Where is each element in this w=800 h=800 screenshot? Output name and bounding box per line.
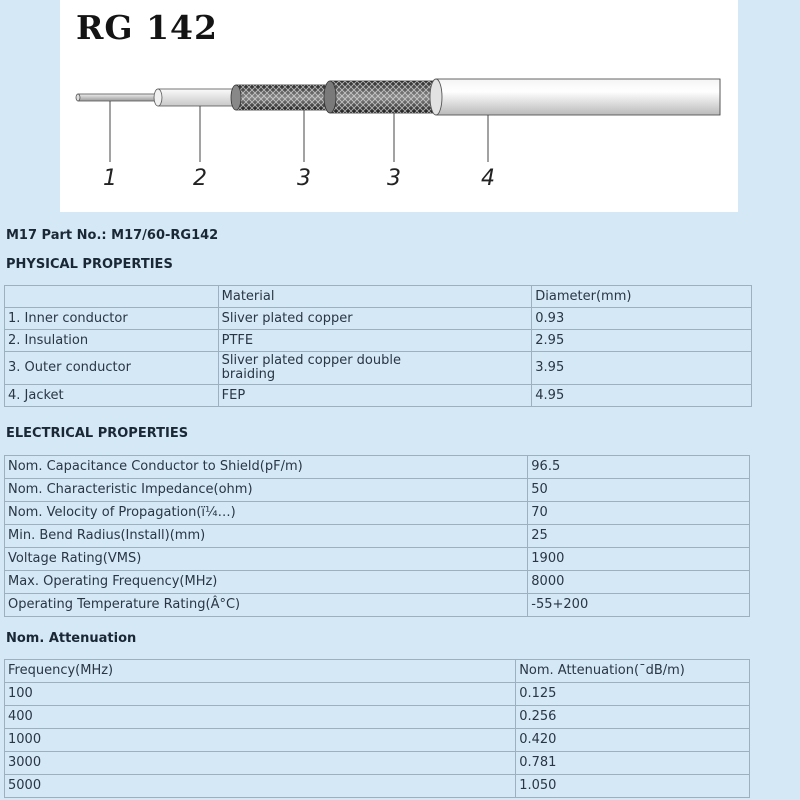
table-cell: 5000 (5, 775, 516, 798)
table-row (5, 752, 750, 775)
attenuation-table (4, 659, 750, 798)
figure-label-3b: 3 (387, 166, 401, 191)
table-cell: Nom. Velocity of Propagation(ï¼…) (5, 502, 528, 525)
figure-label-4: 4 (481, 166, 495, 191)
table-cell: 70 (528, 502, 750, 525)
table-row (5, 729, 750, 752)
physical-heading: PHYSICAL PROPERTIES (6, 257, 173, 272)
table-cell: 96.5 (528, 456, 750, 479)
table-row (5, 548, 750, 571)
table-cell (5, 286, 219, 308)
table-cell: Diameter(mm) (532, 286, 752, 308)
table-header-row (5, 660, 750, 683)
attenuation-heading: Nom. Attenuation (6, 631, 137, 646)
table-cell: 2. Insulation (5, 330, 219, 352)
figure-label-3a: 3 (297, 166, 311, 191)
table-cell: 0.420 (516, 729, 750, 752)
table-cell: Min. Bend Radius(Install)(mm) (5, 525, 528, 548)
table-cell: Material (218, 286, 532, 308)
table-cell: 1000 (5, 729, 516, 752)
table-cell: 50 (528, 479, 750, 502)
table-row (5, 352, 752, 385)
table-cell: 25 (528, 525, 750, 548)
table-cell: Nom. Attenuation(¯dB/m) (516, 660, 750, 683)
table-cell: 8000 (528, 571, 750, 594)
table-row (5, 525, 750, 548)
table-cell: 0.256 (516, 706, 750, 729)
table-header-row (5, 286, 752, 308)
table-cell: 1. Inner conductor (5, 308, 219, 330)
table-row (5, 385, 752, 407)
table-row (5, 308, 752, 330)
table-cell: 100 (5, 683, 516, 706)
table-cell: 1900 (528, 548, 750, 571)
table-cell: Voltage Rating(VMS) (5, 548, 528, 571)
table-row (5, 502, 750, 525)
table-cell: Sliver plated copper (218, 308, 532, 330)
cable-figure (60, 0, 738, 212)
table-cell: Nom. Capacitance Conductor to Shield(pF/m) (5, 456, 528, 479)
part-number: M17 Part No.: M17/60-RG142 (6, 228, 219, 243)
table-cell: -55+200 (528, 594, 750, 617)
table-row (5, 594, 750, 617)
figure-label-2: 2 (193, 166, 207, 191)
figure-title: RG 142 (76, 8, 218, 47)
table-cell: Max. Operating Frequency(MHz) (5, 571, 528, 594)
electrical-heading: ELECTRICAL PROPERTIES (6, 426, 189, 441)
table-row (5, 775, 750, 798)
figure-label-1: 1 (103, 166, 117, 191)
table-cell: 0.93 (532, 308, 752, 330)
table-cell: Nom. Characteristic Impedance(ohm) (5, 479, 528, 502)
table-row (5, 456, 750, 479)
table-row (5, 479, 750, 502)
jacket (436, 79, 720, 115)
table-cell: 1.050 (516, 775, 750, 798)
electrical-table (4, 455, 750, 617)
inner-conductor (78, 94, 160, 101)
table-cell: 2.95 (532, 330, 752, 352)
table-cell: 3000 (5, 752, 516, 775)
table-cell: 0.781 (516, 752, 750, 775)
table-row (5, 683, 750, 706)
table-cell: Operating Temperature Rating(Â°C) (5, 594, 528, 617)
table-cell: 3. Outer conductor (5, 352, 219, 385)
insulation (158, 89, 238, 106)
table-cell: 4.95 (532, 385, 752, 407)
physical-table (4, 285, 752, 407)
table-cell: 3.95 (532, 352, 752, 385)
table-cell: 400 (5, 706, 516, 729)
table-row (5, 571, 750, 594)
table-cell: Frequency(MHz) (5, 660, 516, 683)
table-row (5, 706, 750, 729)
table-cell: 4. Jacket (5, 385, 219, 407)
table-cell: Sliver plated copper double braiding (218, 352, 532, 385)
table-cell: FEP (218, 385, 532, 407)
table-cell: 0.125 (516, 683, 750, 706)
table-cell: PTFE (218, 330, 532, 352)
table-row (5, 330, 752, 352)
